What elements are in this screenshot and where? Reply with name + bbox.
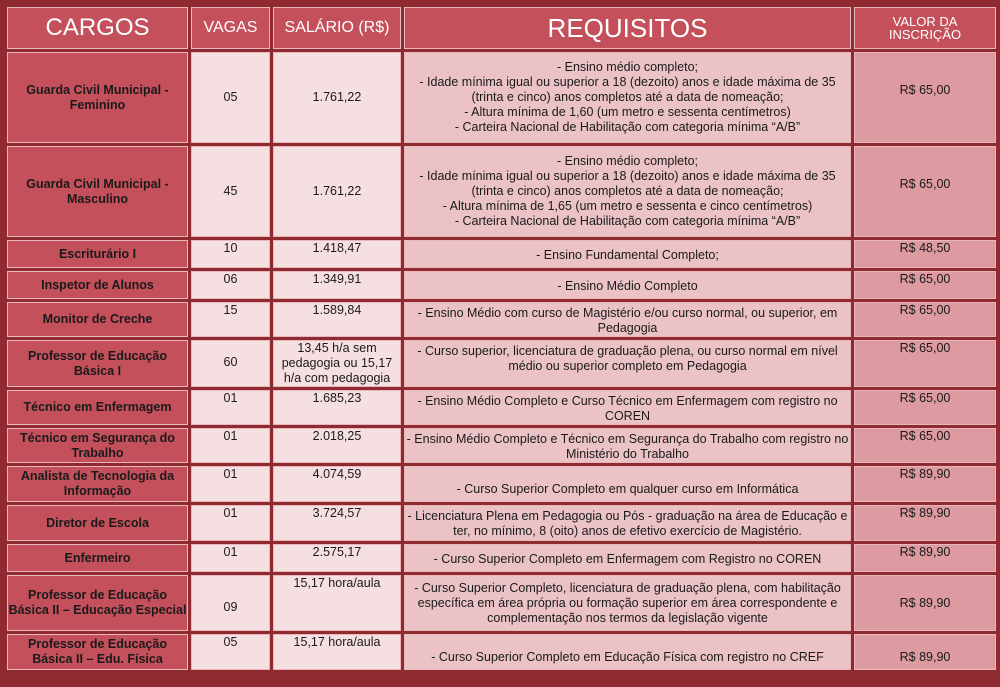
requisito-line: - Ensino Médio Completo e Técnico em Segurança do Trabalho com registro no Ministério do Trabalho	[406, 432, 849, 461]
salario-cell: 1.589,84	[273, 302, 401, 337]
requisitos-cell	[404, 340, 851, 387]
cargo-cell: Professor de Educação Básica II – Educação Especial	[7, 575, 188, 631]
cargo-cell: Técnico em Enfermagem	[7, 390, 188, 425]
vagas-cell: 01	[191, 466, 270, 502]
table-row	[7, 505, 996, 541]
salario-cell: 13,45 h/a sem pedagogia ou 15,17 h/a com pedagogia	[273, 340, 401, 387]
requisito-line: - Ensino Fundamental Completo;	[536, 248, 719, 262]
vagas-cell: 15	[191, 302, 270, 337]
requisito-line: - Carteira Nacional de Habilitação com categoria mínima “A/B”	[454, 214, 801, 228]
salario-cell: 2.575,17	[273, 544, 401, 572]
valor-cell: R$ 65,00	[854, 428, 996, 463]
valor-cell: R$ 89,90	[854, 575, 996, 631]
requisito-line: - Curso Superior Completo em Educação Física com registro no CREF	[431, 650, 824, 664]
table-row	[7, 240, 996, 268]
requisito-line: - Idade mínima igual ou superior a 18 (dezoito) anos e idade máxima de 35 (trinta e cinco) anos completos até a data de nomeação;	[419, 75, 836, 104]
salario-cell: 1.685,23	[273, 390, 401, 425]
requisito-line: - Curso Superior Completo em Enfermagem com Registro no COREN	[433, 552, 822, 566]
salario-cell: 1.761,22	[273, 52, 401, 143]
cargo-cell: Enfermeiro	[7, 544, 188, 572]
table-row	[7, 302, 996, 337]
table-row	[7, 544, 996, 572]
requisito-line: - Carteira Nacional de Habilitação com categoria mínima “A/B”	[454, 120, 801, 134]
requisito-line: - Altura mínima de 1,60 (um metro e sessenta centímetros)	[464, 105, 791, 119]
requisito-line: - Ensino Médio com curso de Magistério e/ou curso normal, ou superior, em Pedagogia	[417, 306, 838, 335]
table-row	[7, 52, 996, 143]
cargo-cell: Guarda Civil Municipal - Masculino	[7, 146, 188, 237]
vagas-cell: 01	[191, 505, 270, 541]
requisito-line: - Curso Superior Completo em qualquer curso em Informática	[456, 482, 799, 496]
table-row	[7, 466, 996, 502]
vagas-cell: 01	[191, 390, 270, 425]
table-row	[7, 390, 996, 425]
vacancy-table	[4, 4, 999, 673]
requisito-line: - Ensino Médio Completo e Curso Técnico em Enfermagem com registro no COREN	[417, 394, 838, 423]
valor-cell: R$ 65,00	[854, 340, 996, 387]
valor-cell: R$ 48,50	[854, 240, 996, 268]
requisitos-cell	[404, 505, 851, 541]
salario-cell: 15,17 hora/aula	[273, 634, 401, 670]
requisito-line: - Curso Superior Completo, licenciatura de graduação plena, com habilitação específica em área própria ou formação superior em área correspondente e complementação nos termos da legislação vigente	[414, 580, 841, 625]
cargo-cell: Monitor de Creche	[7, 302, 188, 337]
header-requisitos: REQUISITOS	[404, 7, 851, 49]
salario-cell: 1.418,47	[273, 240, 401, 268]
requisitos-cell	[404, 271, 851, 299]
table-row	[7, 271, 996, 299]
salario-cell: 1.761,22	[273, 146, 401, 237]
valor-cell: R$ 89,90	[854, 466, 996, 502]
cargo-cell: Guarda Civil Municipal - Feminino	[7, 52, 188, 143]
table-row	[7, 428, 996, 463]
cargo-cell: Analista de Tecnologia da Informação	[7, 466, 188, 502]
valor-text: R$ 65,00	[899, 177, 951, 191]
cargo-cell: Técnico em Segurança do Trabalho	[7, 428, 188, 463]
valor-cell: R$ 65,00	[854, 271, 996, 299]
salario-cell: 2.018,25	[273, 428, 401, 463]
requisito-line: - Curso superior, licenciatura de graduação plena, ou curso normal em nível médio ou superior completo em Pedagogia	[417, 344, 838, 373]
requisitos-cell	[404, 634, 851, 670]
table-row	[7, 575, 996, 631]
cargo-cell: Professor de Educação Básica I	[7, 340, 188, 387]
requisito-line: - Ensino médio completo;	[556, 154, 699, 168]
header-vagas: VAGAS	[191, 7, 270, 49]
salario-cell: 15,17 hora/aula	[273, 575, 401, 631]
header-salario: SALÁRIO (R$)	[273, 7, 401, 49]
valor-cell	[854, 52, 996, 143]
vagas-text: 60	[223, 355, 238, 369]
valor-text: R$ 65,00	[899, 83, 951, 97]
valor-cell	[854, 146, 996, 237]
table-row	[7, 146, 996, 237]
requisitos-cell	[404, 428, 851, 463]
table-row	[7, 634, 996, 670]
cargo-cell: Inspetor de Alunos	[7, 271, 188, 299]
requisitos-cell	[404, 240, 851, 268]
vagas-cell	[191, 340, 270, 387]
requisitos-cell	[404, 575, 851, 631]
requisito-line: - Ensino Médio Completo	[557, 279, 698, 293]
valor-cell: R$ 65,00	[854, 390, 996, 425]
salario-cell: 3.724,57	[273, 505, 401, 541]
salario-cell: 4.074,59	[273, 466, 401, 502]
requisitos-cell	[404, 302, 851, 337]
cargo-cell: Diretor de Escola	[7, 505, 188, 541]
requisito-line: - Altura mínima de 1,65 (um metro e sessenta e cinco centímetros)	[442, 199, 813, 213]
vagas-cell	[191, 575, 270, 631]
cargo-cell: Professor de Educação Básica II – Edu. Física	[7, 634, 188, 670]
vagas-cell: 05	[191, 52, 270, 143]
header-cargos: CARGOS	[7, 7, 188, 49]
requisito-line: - Licenciatura Plena em Pedagogia ou Pós - graduação na área de Educação e ter, no mínimo, 8 (oito) anos de efetivo exercício de Magistério.	[407, 509, 848, 538]
vagas-cell: 10	[191, 240, 270, 268]
header-valor-line1: VALOR DA	[892, 14, 958, 29]
valor-cell: R$ 89,90	[854, 544, 996, 572]
requisitos-cell	[404, 544, 851, 572]
valor-cell: R$ 89,90	[854, 505, 996, 541]
requisito-line: - Ensino médio completo;	[556, 60, 699, 74]
requisitos-cell	[404, 146, 851, 237]
vagas-cell: 01	[191, 544, 270, 572]
vagas-cell: 05	[191, 634, 270, 670]
vagas-cell: 01	[191, 428, 270, 463]
vagas-text: 09	[223, 599, 238, 614]
requisito-line: - Idade mínima igual ou superior a 18 (dezoito) anos e idade máxima de 35 (trinta e cinco) anos completos até a data de nomeação;	[419, 169, 836, 198]
requisitos-cell	[404, 466, 851, 502]
table-row	[7, 340, 996, 387]
cargo-cell: Escriturário I	[7, 240, 188, 268]
requisitos-cell	[404, 390, 851, 425]
header-valor-line2: INSCRIÇÃO	[888, 27, 962, 42]
valor-cell: R$ 65,00	[854, 302, 996, 337]
header-row	[7, 7, 996, 49]
vagas-cell: 06	[191, 271, 270, 299]
salario-cell: 1.349,91	[273, 271, 401, 299]
vagas-cell: 45	[191, 146, 270, 237]
requisitos-cell	[404, 52, 851, 143]
header-valor-inscricao	[854, 7, 996, 49]
valor-cell: R$ 89,90	[854, 634, 996, 670]
